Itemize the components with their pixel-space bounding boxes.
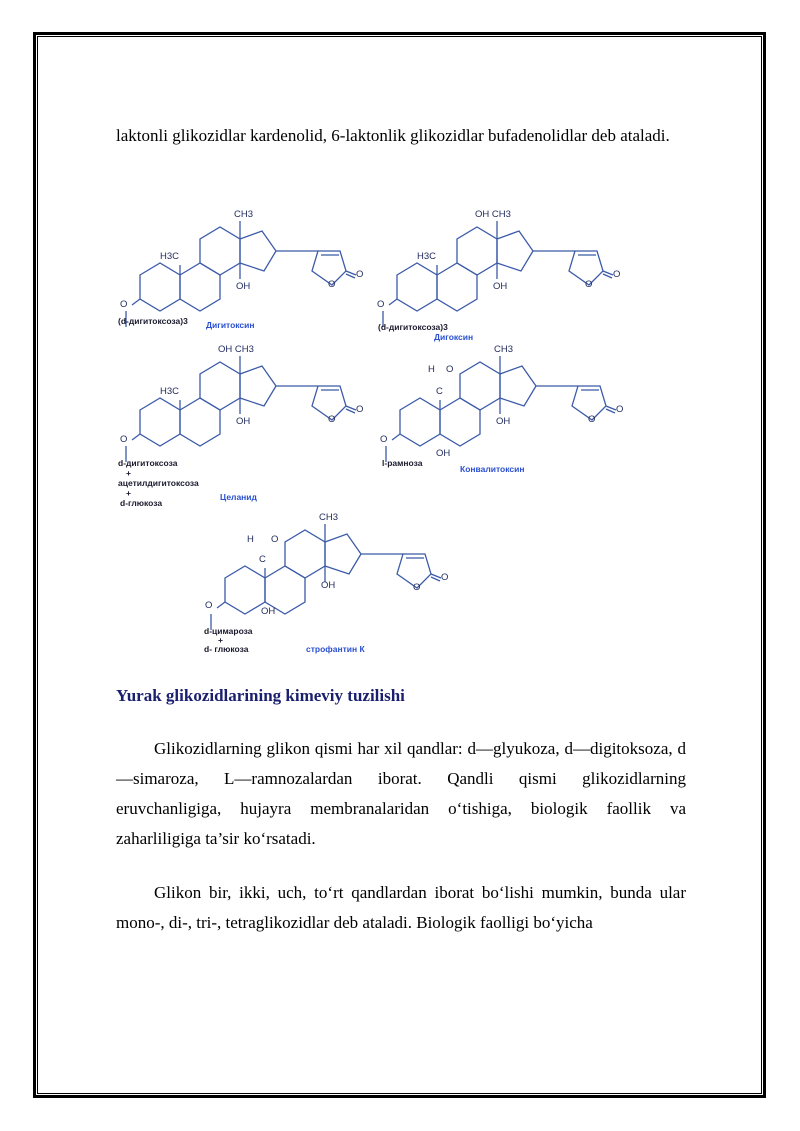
compound-name: Дигитоксин — [206, 320, 255, 330]
structure-strophanthin-k — [205, 512, 448, 630]
atom-label: OH — [236, 281, 251, 292]
atom-label: O — [588, 414, 596, 425]
atom-label: CH3 — [319, 512, 339, 523]
atom-label: O — [441, 572, 449, 583]
atom-label: H3C — [160, 386, 180, 397]
sugar-label: d-цимароза — [204, 626, 253, 636]
sugar-label: (d-дигитоксоза)3 — [118, 316, 188, 326]
structure-celanide — [120, 344, 363, 462]
atom-label: O — [205, 600, 213, 611]
structure-convallatoxin — [380, 344, 623, 462]
sugar-label: + — [126, 468, 131, 478]
atom-label: O — [380, 434, 388, 445]
atom-label: OH — [493, 281, 508, 292]
atom-label: O — [413, 582, 421, 593]
sugar-label: + — [126, 488, 131, 498]
atom-label: C — [436, 386, 443, 397]
glikon-paragraph: Glikozidlarning glikon qismi har xil qandlar: d—glyukoza, d—digitoksoza, d—simaroza, L—ramnozalardan iborat. Qandli qismi glikozidlarning eruvchanligiga, hujayra membranalaridan o‘tishiga, biologik faollik va zaharliligiga ta’sir ko‘rsatadi. — [116, 739, 686, 848]
atom-label: OH — [496, 416, 511, 427]
atom-label: C — [259, 554, 266, 565]
atom-label: H3C — [160, 251, 180, 262]
sugar-label: d-дигитоксоза — [118, 458, 178, 468]
compound-name: строфантин К — [306, 644, 365, 654]
atom-label: CH3 — [234, 209, 254, 220]
sugar-label: (d-дигитоксоза)3 — [378, 322, 448, 332]
atom-label: O — [120, 434, 128, 445]
atom-label: CH3 — [494, 344, 514, 355]
atom-label: O — [616, 404, 624, 415]
compound-name: Конвалитоксин — [460, 464, 525, 474]
structure-digoxin — [377, 209, 620, 327]
atom-label: O — [356, 269, 364, 280]
sugar-label: + — [218, 635, 223, 645]
compound-name: Целанид — [220, 492, 257, 502]
section-heading: Yurak glikozidlarining kimeviy tuzilishi — [116, 686, 405, 705]
atom-label: H — [247, 534, 254, 545]
atom-label: OH — [261, 606, 276, 617]
sugar-label: d- глюкоза — [204, 644, 249, 654]
atom-label: H3C — [417, 251, 437, 262]
structure-digitoxin — [120, 209, 363, 327]
atom-label: O — [328, 279, 336, 290]
atom-label: OH — [321, 580, 336, 591]
atom-label: OH — [436, 448, 451, 459]
atom-label: H — [428, 364, 435, 375]
intro-paragraph: laktonli glikozidlar kardenolid, 6-laktonlik glikozidlar bufadenolidlar deb ataladi. — [116, 126, 670, 145]
atom-label: O — [328, 414, 336, 425]
compound-name: Дигоксин — [434, 332, 474, 342]
atom-label: O — [271, 534, 279, 545]
atom-label: O — [120, 299, 128, 310]
atom-label: O — [585, 279, 593, 290]
atom-label: O — [446, 364, 454, 375]
atom-label: OH CH3 — [218, 344, 254, 355]
atom-label: O — [613, 269, 621, 280]
sugar-label: l-рамноза — [382, 458, 423, 468]
sugar-label: ацетилдигитоксоза — [118, 478, 199, 488]
atom-label: OH — [236, 416, 251, 427]
mono-paragraph: Glikon bir, ikki, uch, to‘rt qandlardan iborat bo‘lishi mumkin, bunda ular mono-, di-, tri-, tetraglikozidlar deb ataladi. Biologik faolligi bo‘yicha — [116, 883, 686, 932]
atom-label: O — [377, 299, 385, 310]
atom-label: O — [356, 404, 364, 415]
sugar-label: d-глюкоза — [120, 498, 163, 508]
atom-label: OH CH3 — [475, 209, 511, 220]
